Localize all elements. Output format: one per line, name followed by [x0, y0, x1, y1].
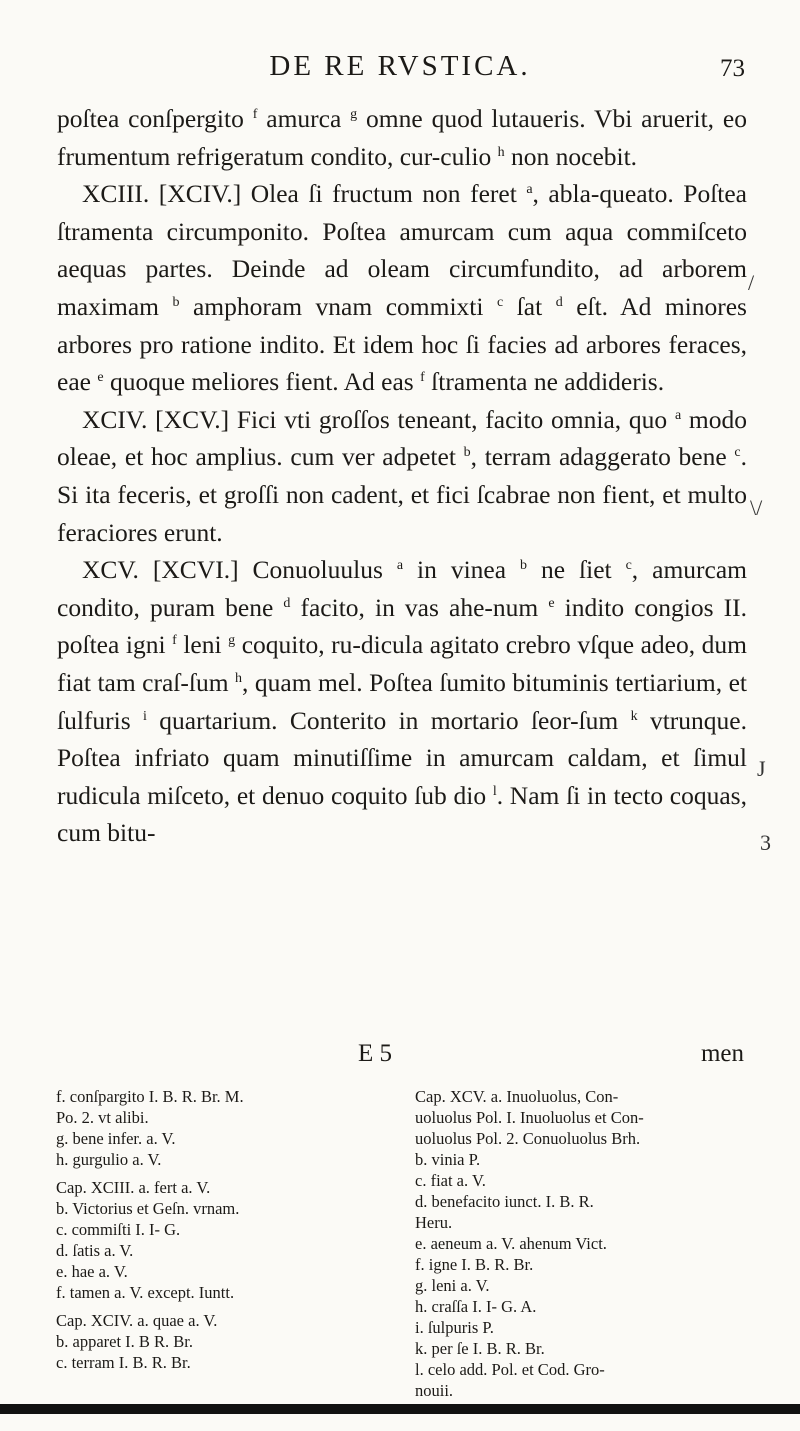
footnote-line: k. per ſe I. B. R. Br.	[415, 1339, 545, 1358]
text-run: amphoram vnam commixti	[179, 291, 497, 321]
footnote-marker: g	[228, 633, 236, 649]
footnote-marker: a	[674, 407, 682, 423]
footnote-marker: f	[252, 107, 258, 122]
running-head: DE RE RVSTICA.	[269, 50, 531, 82]
footnote-line: Cap. XCV. a. Inuoluolus, Con-	[415, 1087, 619, 1106]
text-run: quoque meliores fient. Ad eas	[103, 367, 421, 397]
margin-mark: J	[757, 756, 766, 781]
text-run: indito congios II. poſtea igni	[57, 592, 747, 660]
footnote-marker: a	[396, 558, 404, 574]
footnote-line: d. ſatis a. V.	[56, 1241, 134, 1260]
margin-mark: 3	[760, 830, 771, 855]
footnote-marker: f	[172, 633, 177, 649]
footnote-marker: h	[235, 670, 243, 686]
footnote-line: d. benefacito iunct. I. B. R.	[415, 1192, 594, 1211]
text-run: XCV. [XCVI.] Conuoluulus	[82, 555, 397, 585]
page-number: 73	[720, 55, 745, 82]
text-run: facito, in vas ahe-num	[290, 592, 549, 622]
footnote-marker: b	[520, 558, 528, 574]
footnotes-left-column	[56, 1086, 386, 1373]
main-text	[57, 100, 747, 852]
footnote-marker: i	[143, 708, 147, 724]
footnote-line: h. craſſa I. I- G. A.	[415, 1297, 537, 1316]
chapter-paragraph	[57, 175, 747, 401]
margin-mark: /	[748, 270, 755, 295]
footnote-marker: d	[283, 595, 291, 611]
footnote-line: Po. 2. vt alibi.	[56, 1108, 149, 1127]
text-run: , terram adaggerato bene	[470, 442, 735, 472]
footnote-marker: d	[555, 294, 563, 310]
footnote-marker: e	[97, 370, 104, 386]
footnotes-right-column	[415, 1086, 760, 1401]
text-run: omne quod lutaueris. Vbi aruerit, eo frumentum refrigeratum condito, cur-culio	[57, 104, 747, 171]
footnote-line: i. ſulpuris P.	[415, 1318, 494, 1337]
footnote-line: h. gurgulio a. V.	[56, 1150, 162, 1169]
footnote-marker: c	[734, 445, 741, 461]
footnote-line: l. celo add. Pol. et Cod. Gro-	[415, 1360, 605, 1379]
text-run: modo oleae, et hoc amplius. cum ver adpetet	[57, 404, 747, 472]
text-run: ſtramenta ne addideris.	[424, 367, 665, 397]
footnote-line: nouii.	[415, 1381, 454, 1400]
footnote-marker: k	[630, 708, 638, 724]
text-run: . Nam ſi in tecto coquas, cum bitu-	[57, 780, 747, 848]
footnote-line: b. vinia P.	[415, 1150, 481, 1169]
footnote-line: Cap. XCIII. a. fert a. V.	[56, 1178, 211, 1197]
continuation-paragraph	[57, 100, 747, 175]
text-run: ne ſiet	[527, 555, 626, 585]
text-run: quartarium. Conterito in mortario ſeor-ſum	[146, 705, 631, 735]
text-run: , quam mel. Poſtea ſumito bituminis tertiarium, et ſulfuris	[57, 667, 748, 735]
footnote-line: Cap. XCIV. a. quae a. V.	[56, 1311, 218, 1330]
footnote-line: g. leni a. V.	[415, 1276, 490, 1295]
text-run: , abla-queato. Poſtea ſtramenta circumponito. Poſtea amurcam cum aqua commiſceto aequas partes. Deinde ad oleam circumfundito, ad arborem maximam	[57, 179, 747, 321]
signature-mark: E 5	[358, 1040, 393, 1067]
margin-mark: \/	[750, 495, 763, 520]
footnote-line: f. tamen a. V. except. Iuntt.	[56, 1283, 235, 1302]
footnote-line: b. apparet I. B R. Br.	[56, 1332, 194, 1351]
footnote-line: g. bene infer. a. V.	[56, 1129, 176, 1148]
footnote-marker: e	[548, 595, 555, 611]
footnote-marker: l	[492, 783, 497, 799]
footnote-line: uoluolus Pol. 2. Conuoluolus Brh.	[415, 1129, 641, 1148]
footnote-line: e. aeneum a. V. ahenum Vict.	[415, 1234, 607, 1253]
text-run: in vinea	[403, 555, 521, 585]
footnote-line: c. commiſti I. I- G.	[56, 1220, 181, 1239]
text-run: non nocebit.	[504, 141, 638, 171]
bottom-rule	[0, 1404, 800, 1414]
footnote-marker: f	[420, 370, 425, 386]
footnote-marker: a	[526, 182, 533, 198]
footnote-marker: g	[350, 107, 358, 122]
footnote-line: Heru.	[415, 1213, 453, 1232]
footnote-line: c. fiat a. V.	[415, 1171, 486, 1190]
text-run: poſtea conſpergito	[57, 104, 253, 133]
text-run: coquito, ru-dicula agitato crebro vſque adeo, dum fiat tam craſ-ſum	[57, 630, 747, 697]
text-run: vtrunque. Poſtea infriato quam minutiſſime in amurcam caldam, et ſimul rudicula miſceto, et denuo coquito ſub dio	[57, 705, 747, 810]
footnote-marker: c	[496, 294, 504, 310]
footnote-line: e. hae a. V.	[56, 1262, 128, 1281]
footnote-marker: b	[463, 445, 471, 461]
footnote-line: c. terram I. B. R. Br.	[56, 1353, 191, 1372]
text-run: eſt. Ad minores arbores pro ratione indito. Et idem hoc ſi facies ad arbores feraces, eae	[57, 291, 747, 397]
text-run: amurca	[257, 104, 351, 133]
text-run: leni	[176, 630, 229, 660]
text-run: . Si ita feceris, et groſſi non cadent, et fici ſcabrae non fient, et multo feraciores erunt.	[57, 442, 747, 547]
text-run: ſat	[503, 291, 556, 321]
footnote-line: b. Victorius et Geſn. vrnam.	[56, 1199, 240, 1218]
footnote-marker: b	[172, 294, 180, 310]
text-run: , amurcam condito, puram bene	[57, 555, 748, 622]
footnote-marker: h	[497, 144, 505, 160]
footnote-line: uoluolus Pol. I. Inuoluolus et Con-	[415, 1108, 644, 1127]
footnote-marker: c	[625, 558, 632, 574]
chapter-paragraph	[57, 551, 747, 852]
footnote-line: f. conſpargito I. B. R. Br. M.	[56, 1087, 244, 1106]
text-run: XCIII. [XCIV.] Olea ſi fructum non feret	[82, 179, 527, 209]
catchword: men	[700, 1040, 744, 1067]
footnote-line: f. igne I. B. R. Br.	[415, 1255, 534, 1274]
text-run: XCIV. [XCV.] Fici vti groſſos teneant, facito omnia, quo	[82, 404, 675, 434]
chapter-paragraph	[57, 401, 747, 551]
